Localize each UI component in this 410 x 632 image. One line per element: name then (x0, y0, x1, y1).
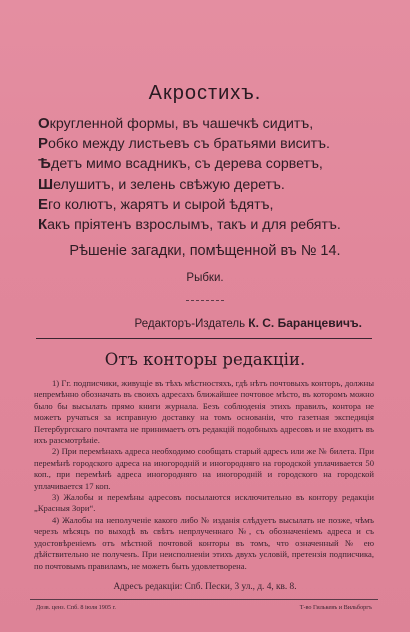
notice-paragraph: 3) Жалобы и перемѣны адресовъ посылаются исключительно въ контору редакціи „Красныя Зори“. (34, 492, 374, 514)
poem-line-text: акъ пріятенъ взрослымъ, такъ и для ребятъ. (47, 217, 341, 234)
riddle-answer: Рыбки. (186, 272, 224, 284)
poem-line (38, 175, 378, 195)
acrostic-letter: Ш (38, 175, 54, 193)
notice-paragraph: 2) При перемѣнахъ адреса необходимо сообщать старый адресъ или же № билета. При перемѣнѣ городского адреса на иногородній и иногородняго на городской уплачивается 50 коп., при перемѣнѣ адреса иногородняго на иногородній и городского на городской уплачивается 17 коп. (34, 446, 374, 491)
acrostic-letter: К (38, 216, 48, 234)
notice-paragraph: 1) Гг. подписчики, живущіе въ тѣхъ мѣстностяхъ, гдѣ нѣтъ почтовыхъ конторъ, должны непремѣнно обозначать въ своихъ адресахъ ближайшее почтовое мѣсто, въ которомъ можно было бы высылать прямо книги журнала. Безъ соблюденія этихъ правилъ, контора не можетъ ручаться за исправную доставку на томъ основаніи, что газетная экспедиція Петербургскаго почтамта не принимаетъ отъ редакцій подобныхъ адресовъ и не входитъ въ ихъ разсмотрѣніе. (34, 378, 374, 446)
editor-label: Редакторъ-Издатель (134, 318, 246, 330)
horizontal-rule (36, 338, 372, 339)
footer-rule (30, 599, 378, 600)
poem-title: Акростихъ. (148, 82, 262, 104)
censorship-note: Дозв. ценз. Спб. 8 іюля 1905 г. (36, 604, 116, 611)
riddle-solution-heading: Рѣшеніе загадки, помѣщенной въ № 14. (69, 243, 341, 259)
poem-line-text: обко между листьевъ съ братьями виситъ. (48, 136, 330, 153)
section-divider (186, 300, 224, 301)
poem-line-text: кругленной формы, въ чашечкѣ сидитъ, (49, 116, 314, 132)
editor-name: К. С. Баранцевичъ. (248, 316, 362, 330)
acrostic-letter: Е (38, 195, 49, 213)
notice-paragraph: 4) Жалобы на неполученіе какого либо № изданія слѣдуетъ высылать не позже, чѣмъ черезъ мѣсяцъ по выходѣ въ свѣтъ непрлученнаго №, съ обозначеніемъ адреса и съ удостовѣреніемъ отъ мѣстной почтовой конторы въ томъ, что означенный № ею дѣйствительно не полученъ. При неисполненіи этихъ двухъ условій, претензія подписчика, по почтовымъ правиламъ, не можетъ быть удовлетворена. (34, 514, 374, 571)
poem-line (38, 134, 378, 154)
poem-line (38, 154, 378, 174)
poem-line-text: го колютъ, жарятъ и сырой ѣдятъ, (48, 196, 274, 213)
printer-credit: Т-во Гилькевъ и Вильборгъ (299, 604, 372, 611)
acrostic-letter: Р (38, 135, 49, 153)
office-notice-title: Отъ конторы редакціи. (104, 350, 306, 369)
editor-credit (135, 316, 362, 330)
office-notices (34, 378, 374, 572)
poem-line (38, 114, 378, 134)
poem-line (38, 215, 378, 235)
poem-line-text: детъ мимо всадникъ, съ дерева сорветъ, (51, 156, 323, 173)
poem-line-text: елушитъ, и зелень свѣжую деретъ. (53, 176, 285, 193)
poem-line (38, 195, 378, 215)
acrostic-letter: О (38, 115, 50, 132)
acrostic-letter: Ѣ (38, 155, 52, 173)
editorial-address: Адресъ редакціи: Спб. Пески, 3 ул., д. 4, кв. 8. (113, 582, 297, 592)
acrostic-poem (38, 114, 378, 235)
